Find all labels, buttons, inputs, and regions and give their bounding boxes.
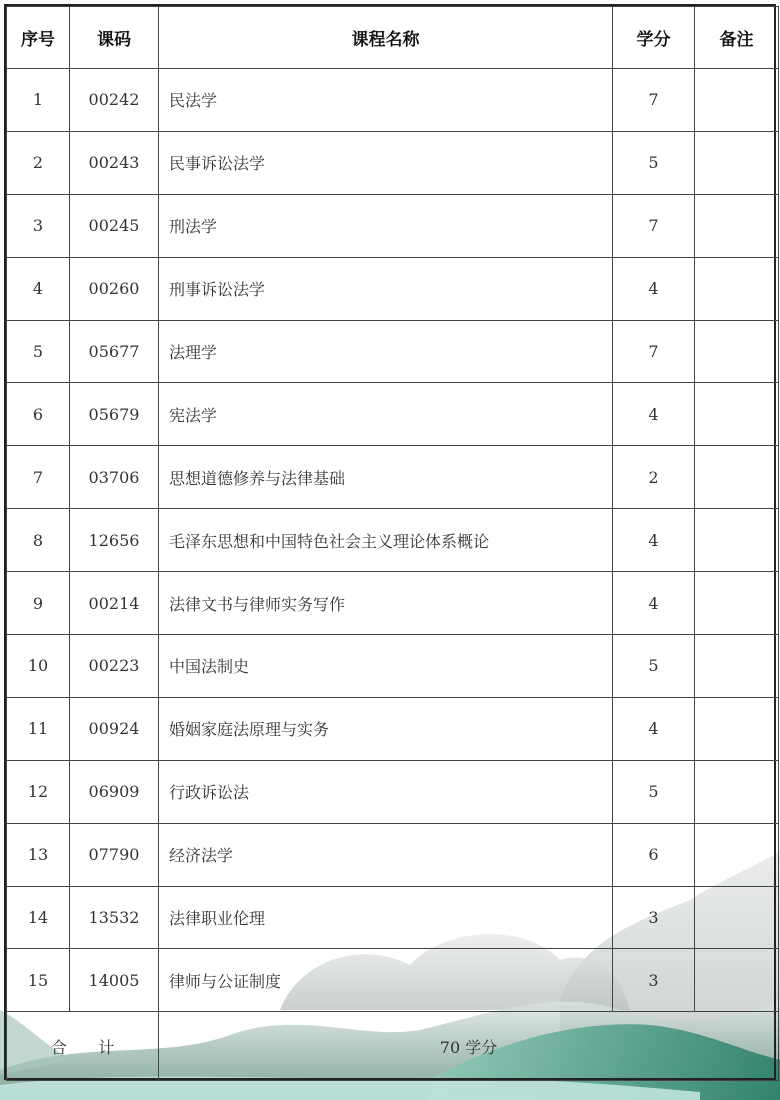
total-label-left: 合 [50,1037,67,1057]
row-remarks [695,257,779,320]
row-index: 11 [7,697,70,760]
row-index: 3 [7,194,70,257]
row-code: 14005 [70,949,159,1012]
row-code: 00924 [70,697,159,760]
row-index: 14 [7,886,70,949]
row-credits: 5 [613,131,695,194]
table-row [7,446,779,509]
row-credits: 5 [613,760,695,823]
row-code: 12656 [70,509,159,572]
row-code: 05679 [70,383,159,446]
row-credits: 4 [613,383,695,446]
row-index: 13 [7,823,70,886]
row-credits: 7 [613,194,695,257]
table-row [7,194,779,257]
row-code: 00245 [70,194,159,257]
row-course-name: 刑事诉讼法学 [159,257,613,320]
row-course-name: 法理学 [159,320,613,383]
row-course-name: 民法学 [159,69,613,132]
table-row [7,886,779,949]
row-credits: 6 [613,823,695,886]
total-label-right: 计 [98,1037,115,1057]
table-row [7,320,779,383]
row-index: 10 [7,635,70,698]
row-course-name: 法律职业伦理 [159,886,613,949]
row-remarks [695,572,779,635]
table-row [7,949,779,1012]
header-remarks: 备注 [695,7,779,69]
table-row [7,131,779,194]
row-index: 15 [7,949,70,1012]
table-row [7,760,779,823]
row-index: 9 [7,572,70,635]
row-index: 4 [7,257,70,320]
row-remarks [695,383,779,446]
row-code: 06909 [70,760,159,823]
row-course-name: 律师与公证制度 [159,949,613,1012]
table-row [7,383,779,446]
course-table [6,6,779,1081]
header-index: 序号 [7,7,70,69]
table-row [7,572,779,635]
row-remarks [695,635,779,698]
row-index: 1 [7,69,70,132]
header-row [7,7,779,69]
row-course-name: 宪法学 [159,383,613,446]
total-value: 70 学分 [159,1012,779,1081]
row-code: 05677 [70,320,159,383]
row-remarks [695,697,779,760]
header-credits: 学分 [613,7,695,69]
table-row [7,509,779,572]
row-credits: 2 [613,446,695,509]
course-table-container [4,4,776,1080]
row-remarks [695,131,779,194]
table-row [7,823,779,886]
total-label-cell [7,1012,159,1081]
row-credits: 4 [613,257,695,320]
row-credits: 3 [613,886,695,949]
row-index: 7 [7,446,70,509]
row-index: 6 [7,383,70,446]
table-row [7,635,779,698]
row-credits: 3 [613,949,695,1012]
row-code: 00242 [70,69,159,132]
row-remarks [695,320,779,383]
row-remarks [695,194,779,257]
table-row [7,69,779,132]
total-row [7,1012,779,1081]
row-remarks [695,69,779,132]
row-course-name: 法律文书与律师实务写作 [159,572,613,635]
table-row [7,257,779,320]
row-code: 13532 [70,886,159,949]
row-remarks [695,509,779,572]
row-course-name: 思想道德修养与法律基础 [159,446,613,509]
row-remarks [695,446,779,509]
row-credits: 7 [613,320,695,383]
row-index: 8 [7,509,70,572]
row-code: 00223 [70,635,159,698]
row-credits: 4 [613,572,695,635]
row-index: 12 [7,760,70,823]
row-credits: 7 [613,69,695,132]
header-name: 课程名称 [159,7,613,69]
row-code: 00214 [70,572,159,635]
row-code: 03706 [70,446,159,509]
row-course-name: 行政诉讼法 [159,760,613,823]
row-code: 00260 [70,257,159,320]
row-index: 5 [7,320,70,383]
row-index: 2 [7,131,70,194]
header-code: 课码 [70,7,159,69]
row-course-name: 中国法制史 [159,635,613,698]
row-code: 07790 [70,823,159,886]
row-credits: 4 [613,697,695,760]
row-course-name: 毛泽东思想和中国特色社会主义理论体系概论 [159,509,613,572]
table-row [7,697,779,760]
row-code: 00243 [70,131,159,194]
total-label [7,1035,158,1058]
row-course-name: 刑法学 [159,194,613,257]
row-remarks [695,823,779,886]
row-remarks [695,949,779,1012]
row-remarks [695,886,779,949]
row-remarks [695,760,779,823]
row-credits: 5 [613,635,695,698]
row-course-name: 民事诉讼法学 [159,131,613,194]
row-course-name: 经济法学 [159,823,613,886]
row-credits: 4 [613,509,695,572]
row-course-name: 婚姻家庭法原理与实务 [159,697,613,760]
